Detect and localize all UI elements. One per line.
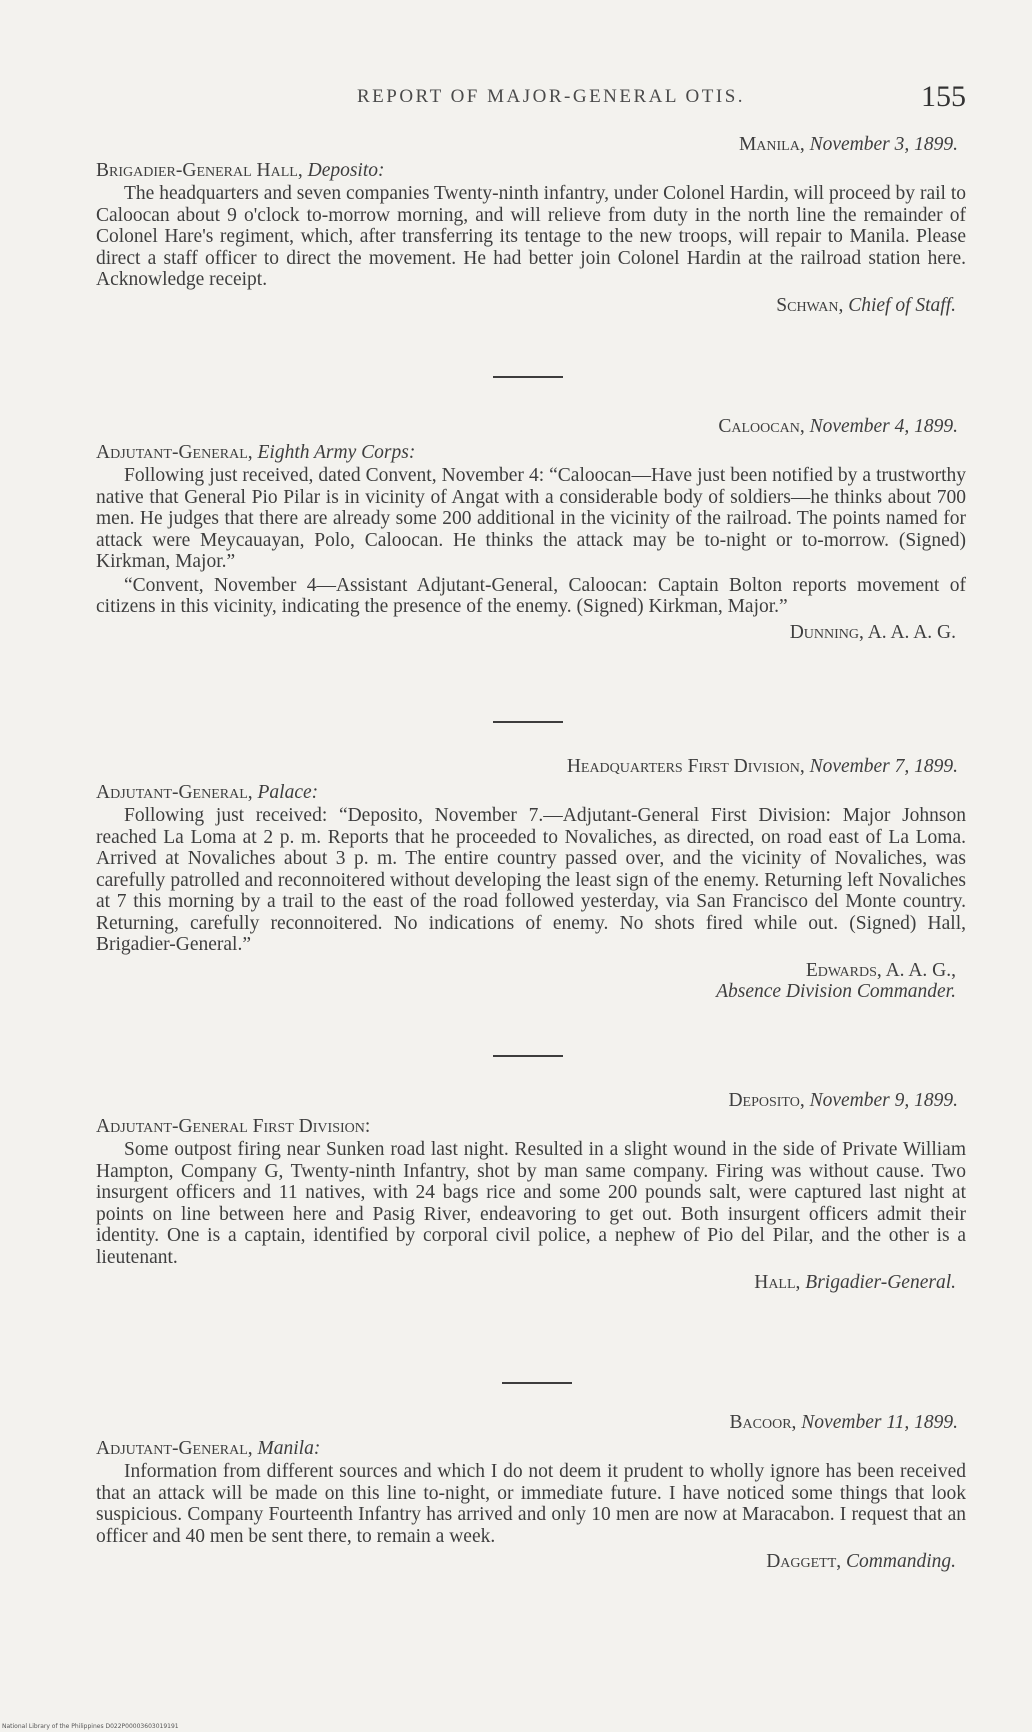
addressee-name: Adjutant-General, [96,1437,253,1459]
dispatch-entry [96,756,966,1003]
section-divider [493,376,563,378]
signature-title: Chief of Staff. [848,294,956,316]
body-paragraph: “Convent, November 4—Assistant Adjutant-General, Caloocan: Captain Bolton reports movement of citizens in this vicinity, indicating the presence of the enemy. (Signed) Kirkman, Major.” [96,574,966,617]
addressee [96,1116,966,1138]
dispatch-entry [96,1090,966,1294]
addressee [96,442,966,464]
running-head: REPORT OF MAJOR-GENERAL OTIS. [356,86,746,107]
dispatch-entry [96,1412,966,1573]
signature-name: Hall, [754,1272,801,1293]
addressee-place: Manila: [257,1437,321,1459]
signature [96,622,966,644]
body-paragraph: Some outpost firing near Sunken road last night. Resulted in a slight wound in the side of Private William Hampton, Company G, Twenty-ninth Infantry, shot by man same company. Firing was without cause. Two insurgent officers and 11 natives, with 24 bags rice and some 200 pounds salt, were captured last night at points on line between here and Pasig River, endeavoring to get out. Both insurgent officers admit their identity. One is a captain, identified by corporal civil police, a nephew of Pio del Pilar, and the other is a lieutenant. [96,1139,966,1268]
section-divider [502,1382,572,1384]
dateline [96,1090,966,1112]
dateline-place: Manila, [738,134,805,155]
dateline-date: November 4, 1899. [809,416,958,437]
signature-title: Brigadier-General. [805,1272,956,1293]
body-paragraph: Following just received: “Deposito, November 7.—Adjutant-General First Division: Major Johnson reached La Loma at 2 p. m. Reports that he proceeded to Novaliches, as directed, on road east of La Loma. Arrived at Novaliches about 3 p. m. The entire country passed over, and the vicinity of Novaliches, was carefully patrolled and reconnoitered without developing the least sign of the enemy. Returning left Novaliches at 7 this morning by a trail to the east of the road followed yesterday, via San Francisco del Monte country. Returning, carefully reconnoitered. No indications of enemy. No shots fired while out. (Signed) Hall, Brigadier-General.” [96,805,966,955]
section-divider [493,721,563,723]
footer-credit: National Library of the Philippines D022P00003603019191 [2,1723,179,1730]
dateline [96,134,966,156]
dateline-place: Deposito, [728,1090,805,1111]
addressee-name: Adjutant-General, [96,781,253,803]
signature [96,1551,966,1573]
signature-name: Daggett, [766,1551,842,1572]
addressee-place: Deposito: [307,159,385,181]
dateline-date: November 3, 1899. [809,134,958,155]
dispatch-entry [96,134,966,316]
section-divider [493,1055,563,1057]
signature-subtitle: Absence Division Commander. [716,981,956,1002]
dateline-date: November 11, 1899. [801,1412,958,1433]
body-paragraph: Information from different sources and which I do not deem it prudent to wholly ignore has been received that an attack will be made on this line to-night, or immediate future. I have noticed some things that look suspicious. Company Fourteenth Infantry has arrived and only 10 men are now at Maracabon. I request that an officer and 40 men be sent there, to remain a week. [96,1461,966,1547]
dateline [96,756,966,778]
addressee-place: Eighth Army Corps: [257,441,416,463]
dateline-date: November 9, 1899. [809,1090,958,1111]
signature-name: Dunning, A. A. A. G. [789,621,956,643]
addressee-name: Adjutant-General, [96,441,253,463]
signature-name: Schwan, [776,294,844,316]
page-number: 155 [921,80,966,113]
addressee-name: Brigadier-General Hall, [96,159,303,181]
signature [96,960,966,1003]
dateline-place: Headquarters First Division, [566,756,805,777]
dateline-date: November 7, 1899. [809,756,958,777]
addressee-name: Adjutant-General First Division: [96,1115,371,1137]
dateline-place: Caloocan, [718,416,805,437]
addressee-place: Palace: [257,781,319,803]
signature-title: Commanding. [846,1551,956,1572]
dateline [96,416,966,438]
dateline [96,1412,966,1434]
signature-name: Edwards, A. A. G., [805,959,956,981]
addressee [96,1438,966,1460]
addressee [96,160,966,182]
page-header [96,80,966,120]
dispatch-entry [96,416,966,643]
body-paragraph: Following just received, dated Convent, November 4: “Caloocan—Have just been notified by a trustworthy native that General Pio Pilar is in vicinity of Angat with a considerable body of soldiers—he thinks about 700 men. He judges that there are already some 200 additional in the vicinity of the railroad. The points named for attack were Meycauayan, Polo, Caloocan. He thinks the attack may be to-night or to-morrow. (Signed) Kirkman, Major.” [96,465,966,572]
addressee [96,782,966,804]
body-paragraph: The headquarters and seven companies Twenty-ninth infantry, under Colonel Hardin, will proceed by rail to Caloocan about 9 o'clock to-morrow morning, and will relieve from duty in the north line the remainder of Colonel Hare's regiment, which, after transferring its tentage to the new troops, will repair to Manila. Please direct a staff officer to direct the movement. He had better join Colonel Hardin at the railroad station here. Acknowledge receipt. [96,183,966,290]
signature [96,1272,966,1294]
signature [96,295,966,317]
dateline-place: Bacoor, [729,1412,797,1433]
